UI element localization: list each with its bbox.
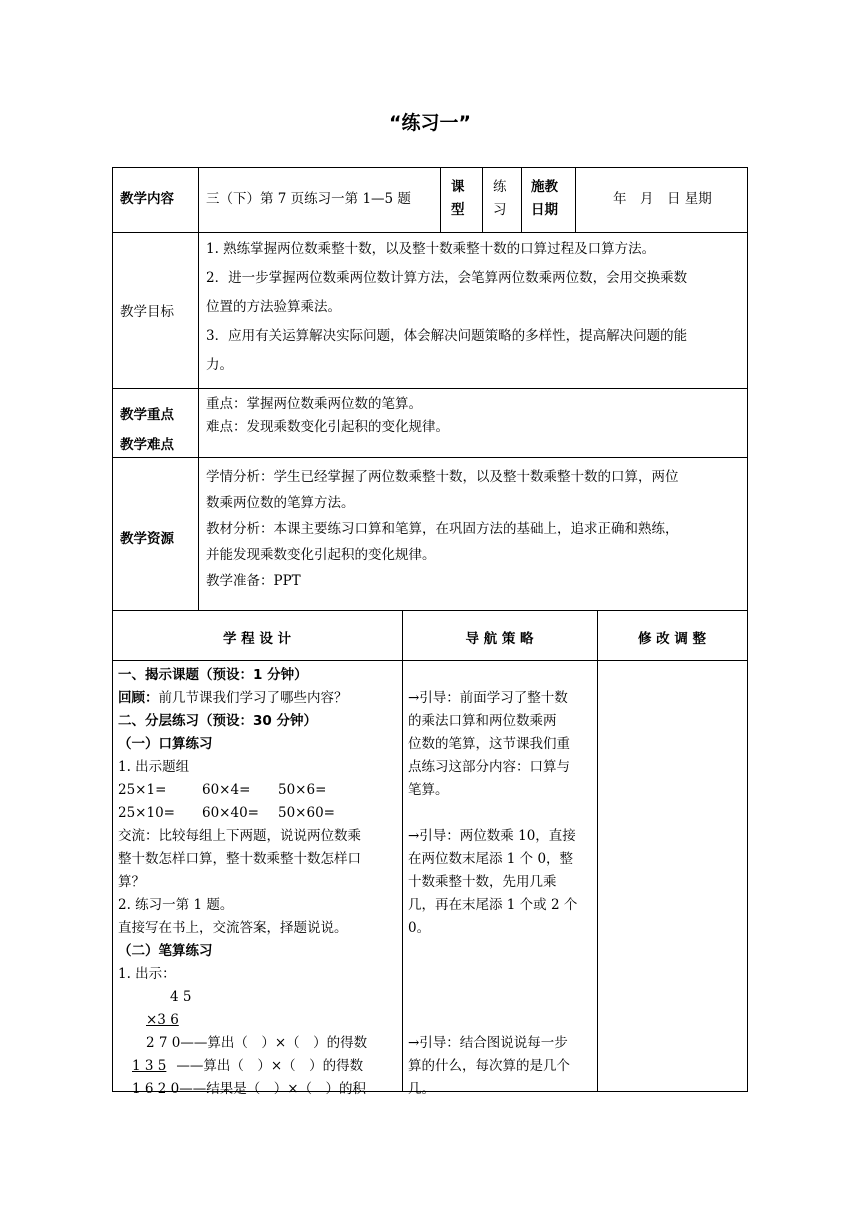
- problem: 60×4=: [202, 782, 251, 798]
- review-label: 回顾：: [118, 690, 159, 706]
- guide-line: 笔算。: [408, 782, 449, 798]
- calc-annotation: ——结果是（ ）×（ ）的积: [179, 1081, 367, 1097]
- lesson-plan-table: [112, 167, 748, 1097]
- resource-line: 教学准备：PPT: [206, 573, 301, 589]
- guide-line: →引导：结合图说说每一步: [408, 1035, 568, 1051]
- exercise-line: 1. 出示：: [118, 966, 176, 982]
- col-divider: [575, 167, 576, 232]
- exercise-note: 直接写在书上，交流答案，择题说说。: [118, 920, 348, 936]
- guide-line: →引导：两位数乘 10，直接: [408, 828, 576, 844]
- review-text: 前几节课我们学习了哪些内容？: [158, 690, 348, 706]
- subsection-heading: （二）笔算练习: [118, 943, 213, 959]
- date-label-line: 施教: [531, 179, 558, 195]
- calc-partial-2: 1 3 5: [132, 1058, 167, 1074]
- col-divider: [440, 167, 441, 232]
- difficulty-label: 教学难点: [120, 437, 174, 453]
- exchange-line: 整十数怎样口算，整十数乘整十数怎样口: [118, 851, 361, 867]
- key-point-line: 重点：掌握两位数乘两位数的笔算。: [206, 396, 422, 412]
- problem-row: [118, 802, 400, 825]
- date-value: 年 月 日 星期: [613, 191, 712, 207]
- section-heading: 一、揭示课题（预设：1 分钟）: [118, 667, 308, 683]
- col-divider: [198, 167, 199, 610]
- col-divider: [402, 610, 403, 1092]
- exchange-line: 交流：比较每组上下两题，说说两位数乘: [118, 828, 361, 844]
- problem: 50×60=: [278, 805, 335, 821]
- guide-line: 几，再在末尾添 1 个或 2 个: [408, 897, 578, 913]
- resource-line: 学情分析：学生已经掌握了两位数乘整十数，以及整十数乘整十数的口算，两位: [206, 469, 679, 485]
- section-heading: 二、分层练习（预设：30 分钟）: [118, 713, 317, 729]
- problem: 25×10=: [118, 805, 175, 821]
- lesson-type-label-line: 课: [451, 179, 465, 195]
- row-divider: [112, 388, 748, 389]
- exercise-line: 1. 出示题组: [118, 759, 190, 775]
- calc-partial-1: 2 7 0: [146, 1035, 181, 1051]
- guide-line: 几。: [408, 1081, 435, 1097]
- problem-row: [118, 779, 400, 802]
- table-border-right: [747, 167, 748, 1092]
- guide-line: 算的什么，每次算的是几个: [408, 1058, 570, 1074]
- date-label: [531, 176, 558, 222]
- goal-line: 2．进一步掌握两位数乘两位数计算方法，会笔算两位数乘两位数，会用交换乘数: [206, 270, 688, 286]
- row-divider: [112, 232, 748, 233]
- table-border-top: [112, 167, 748, 168]
- calc-result: 1 6 2 0: [132, 1081, 180, 1097]
- problem: 25×1=: [118, 782, 167, 798]
- guide-line: →引导：前面学习了整十数: [408, 690, 568, 706]
- content-label: 教学内容: [120, 191, 174, 207]
- calc-annotation: ——算出（ ）×（ ）的得数: [180, 1035, 368, 1051]
- lesson-type-value-line: 练: [493, 179, 507, 195]
- calc-annotation: ——算出（ ）×（ ）的得数: [176, 1058, 364, 1074]
- subsection-heading: （一）口算练习: [118, 736, 213, 752]
- resource-line: 教材分析：本课主要练习口算和笔算，在巩固方法的基础上，追求正确和熟练，: [206, 521, 679, 537]
- row-divider: [112, 457, 748, 458]
- row-divider: [112, 610, 748, 611]
- goals-text: [206, 235, 744, 380]
- row-divider: [112, 660, 748, 661]
- guide-line: 的乘法口算和两位数乘两: [408, 713, 557, 729]
- design-content: [118, 664, 400, 1101]
- lesson-type-label: [451, 176, 465, 222]
- guide-line: 0。: [408, 920, 431, 936]
- goal-line: 1. 熟练掌握两位数乘整十数，以及整十数乘整十数的口算过程及口算方法。: [206, 241, 656, 257]
- key-point-label: 教学重点: [120, 407, 174, 423]
- strategy-content: [408, 687, 596, 1101]
- lesson-type-value: [493, 176, 507, 222]
- exchange-line: 算？: [118, 874, 145, 890]
- goal-line: 3．应用有关运算解决实际问题，体会解决问题策略的多样性，提高解决问题的能: [206, 328, 688, 344]
- lesson-type-label-line: 型: [451, 202, 465, 218]
- calc-multiplicand: 4 5: [170, 989, 192, 1005]
- col-divider: [597, 610, 598, 1092]
- resource-line: 并能发现乘数变化引起积的变化规律。: [206, 547, 436, 563]
- goals-label: 教学目标: [120, 304, 174, 320]
- key-points-text: [206, 393, 449, 439]
- date-label-line: 日期: [531, 202, 558, 218]
- difficulty-line: 难点：发现乘数变化引起积的变化规律。: [206, 419, 449, 435]
- col-divider: [521, 167, 522, 232]
- resources-label: 教学资源: [120, 531, 174, 547]
- guide-line: 在两位数末尾添 1 个 0，整: [408, 851, 574, 867]
- resources-text: [206, 464, 744, 594]
- exercise-line: 2. 练习一第 1 题。: [118, 897, 234, 913]
- design-column-header: 学 程 设 计: [222, 631, 292, 647]
- strategy-column-header: 导 航 策 略: [465, 631, 534, 647]
- calc-multiplier: ×3 6: [146, 1012, 179, 1028]
- revision-column-header: 修 改 调 整: [637, 631, 707, 647]
- resource-line: 数乘两位数的笔算方法。: [206, 495, 355, 511]
- goal-line: 力。: [206, 357, 233, 373]
- guide-line: 点练习这部分内容：口算与: [408, 759, 570, 775]
- lesson-type-value-line: 习: [493, 202, 507, 218]
- col-divider: [482, 167, 483, 232]
- problem: 50×6=: [278, 782, 327, 798]
- key-points-label: [120, 400, 174, 460]
- guide-line: 位数的笔算，这节课我们重: [408, 736, 570, 752]
- content-value: 三（下）第 7 页练习一第 1—5 题: [206, 191, 411, 207]
- problem: 60×40=: [202, 805, 259, 821]
- page-title: “练习一”: [389, 112, 471, 134]
- goal-line: 位置的方法验算乘法。: [206, 299, 341, 315]
- guide-line: 十数乘整十数，先用几乘: [408, 874, 557, 890]
